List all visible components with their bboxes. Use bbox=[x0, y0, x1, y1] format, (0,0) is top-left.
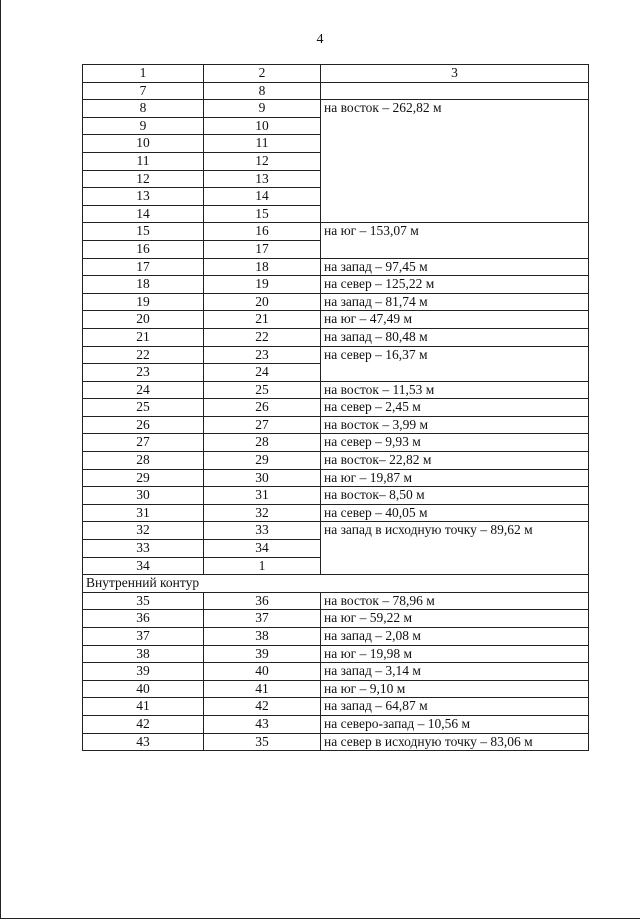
table-row bbox=[83, 663, 589, 681]
direction-distance-cell: на юг – 9,10 м bbox=[321, 680, 589, 698]
to-point-cell: 31 bbox=[204, 487, 321, 505]
direction-distance-cell: на юг – 153,07 м bbox=[321, 223, 589, 258]
direction-distance-cell: на северо-запад – 10,56 м bbox=[321, 715, 589, 733]
inner-contour-heading: Внутренний контур bbox=[83, 575, 589, 593]
from-point-cell: 26 bbox=[83, 416, 204, 434]
to-point-cell: 17 bbox=[204, 240, 321, 258]
from-point-cell: 41 bbox=[83, 698, 204, 716]
to-point-cell: 35 bbox=[204, 733, 321, 751]
direction-distance-cell: на восток – 262,82 м bbox=[321, 100, 589, 223]
to-point-cell: 15 bbox=[204, 205, 321, 223]
from-point-cell: 42 bbox=[83, 715, 204, 733]
from-point-cell: 18 bbox=[83, 276, 204, 294]
from-point-cell: 20 bbox=[83, 311, 204, 329]
table-row bbox=[83, 504, 589, 522]
table-row bbox=[83, 258, 589, 276]
from-point-cell: 9 bbox=[83, 117, 204, 135]
direction-distance-cell: на восток– 22,82 м bbox=[321, 452, 589, 470]
direction-distance-cell: на запад в исходную точку – 89,62 м bbox=[321, 522, 589, 575]
from-point-cell: 12 bbox=[83, 170, 204, 188]
to-point-cell: 38 bbox=[204, 628, 321, 646]
table-row bbox=[83, 293, 589, 311]
boundary-table-body bbox=[83, 65, 589, 751]
to-point-cell: 25 bbox=[204, 381, 321, 399]
from-point-cell: 24 bbox=[83, 381, 204, 399]
from-point-cell: 17 bbox=[83, 258, 204, 276]
table-row bbox=[83, 628, 589, 646]
to-point-cell: 39 bbox=[204, 645, 321, 663]
to-point-cell: 14 bbox=[204, 188, 321, 206]
from-point-cell: 37 bbox=[83, 628, 204, 646]
from-point-cell: 22 bbox=[83, 346, 204, 364]
direction-distance-cell: на запад – 64,87 м bbox=[321, 698, 589, 716]
to-point-cell: 42 bbox=[204, 698, 321, 716]
table-row bbox=[83, 100, 589, 118]
table-row bbox=[83, 399, 589, 417]
to-point-cell: 12 bbox=[204, 152, 321, 170]
table-row bbox=[83, 434, 589, 452]
from-point-cell: 29 bbox=[83, 469, 204, 487]
to-point-cell: 22 bbox=[204, 328, 321, 346]
from-point-cell: 40 bbox=[83, 680, 204, 698]
direction-distance-cell: на юг – 59,22 м bbox=[321, 610, 589, 628]
from-point-cell: 34 bbox=[83, 557, 204, 575]
from-point-cell: 13 bbox=[83, 188, 204, 206]
from-point-cell: 7 bbox=[83, 82, 204, 100]
to-point-cell: 27 bbox=[204, 416, 321, 434]
boundary-table bbox=[82, 64, 589, 751]
to-point-cell: 8 bbox=[204, 82, 321, 100]
to-point-cell: 36 bbox=[204, 592, 321, 610]
to-point-cell: 21 bbox=[204, 311, 321, 329]
table-row bbox=[83, 381, 589, 399]
table-row bbox=[83, 487, 589, 505]
from-point-cell: 31 bbox=[83, 504, 204, 522]
to-point-cell: 18 bbox=[204, 258, 321, 276]
page-edge-left bbox=[0, 0, 1, 919]
table-row bbox=[83, 680, 589, 698]
direction-distance-cell: на запад – 2,08 м bbox=[321, 628, 589, 646]
table-row bbox=[83, 733, 589, 751]
to-point-cell: 33 bbox=[204, 522, 321, 540]
direction-distance-cell bbox=[321, 82, 589, 100]
table-row bbox=[83, 452, 589, 470]
from-point-cell: 38 bbox=[83, 645, 204, 663]
to-point-cell: 29 bbox=[204, 452, 321, 470]
table-row bbox=[83, 522, 589, 540]
direction-distance-cell: на север – 125,22 м bbox=[321, 276, 589, 294]
to-point-cell: 9 bbox=[204, 100, 321, 118]
direction-distance-cell: на юг – 47,49 м bbox=[321, 311, 589, 329]
table-header-row bbox=[83, 65, 589, 83]
table-row bbox=[83, 82, 589, 100]
direction-distance-cell: на запад – 97,45 м bbox=[321, 258, 589, 276]
from-point-cell: 19 bbox=[83, 293, 204, 311]
to-point-cell: 10 bbox=[204, 117, 321, 135]
to-point-cell: 37 bbox=[204, 610, 321, 628]
from-point-cell: 33 bbox=[83, 540, 204, 558]
direction-distance-cell: на юг – 19,98 м bbox=[321, 645, 589, 663]
from-point-cell: 14 bbox=[83, 205, 204, 223]
direction-distance-cell: на восток– 8,50 м bbox=[321, 487, 589, 505]
from-point-cell: 36 bbox=[83, 610, 204, 628]
from-point-cell: 15 bbox=[83, 223, 204, 241]
table-row bbox=[83, 592, 589, 610]
from-point-cell: 35 bbox=[83, 592, 204, 610]
from-point-cell: 25 bbox=[83, 399, 204, 417]
direction-distance-cell: на запад – 80,48 м bbox=[321, 328, 589, 346]
to-point-cell: 19 bbox=[204, 276, 321, 294]
to-point-cell: 11 bbox=[204, 135, 321, 153]
from-point-cell: 10 bbox=[83, 135, 204, 153]
table-row bbox=[83, 328, 589, 346]
header-col-3: 3 bbox=[321, 65, 589, 83]
to-point-cell: 43 bbox=[204, 715, 321, 733]
header-col-1: 1 bbox=[83, 65, 204, 83]
to-point-cell: 30 bbox=[204, 469, 321, 487]
direction-distance-cell: на запад – 3,14 м bbox=[321, 663, 589, 681]
direction-distance-cell: на север – 40,05 м bbox=[321, 504, 589, 522]
from-point-cell: 43 bbox=[83, 733, 204, 751]
direction-distance-cell: на запад – 81,74 м bbox=[321, 293, 589, 311]
direction-distance-cell: на восток – 78,96 м bbox=[321, 592, 589, 610]
table-row bbox=[83, 276, 589, 294]
table-row bbox=[83, 311, 589, 329]
direction-distance-cell: на восток – 3,99 м bbox=[321, 416, 589, 434]
to-point-cell: 34 bbox=[204, 540, 321, 558]
from-point-cell: 16 bbox=[83, 240, 204, 258]
to-point-cell: 20 bbox=[204, 293, 321, 311]
table-row bbox=[83, 223, 589, 241]
section-row bbox=[83, 575, 589, 593]
direction-distance-cell: на юг – 19,87 м bbox=[321, 469, 589, 487]
to-point-cell: 28 bbox=[204, 434, 321, 452]
direction-distance-cell: на север в исходную точку – 83,06 м bbox=[321, 733, 589, 751]
from-point-cell: 39 bbox=[83, 663, 204, 681]
to-point-cell: 26 bbox=[204, 399, 321, 417]
to-point-cell: 41 bbox=[204, 680, 321, 698]
from-point-cell: 32 bbox=[83, 522, 204, 540]
to-point-cell: 40 bbox=[204, 663, 321, 681]
direction-distance-cell: на восток – 11,53 м bbox=[321, 381, 589, 399]
page-number: 4 bbox=[316, 32, 324, 47]
from-point-cell: 27 bbox=[83, 434, 204, 452]
to-point-cell: 24 bbox=[204, 364, 321, 382]
from-point-cell: 28 bbox=[83, 452, 204, 470]
to-point-cell: 23 bbox=[204, 346, 321, 364]
header-col-2: 2 bbox=[204, 65, 321, 83]
direction-distance-cell: на север – 2,45 м bbox=[321, 399, 589, 417]
table-row bbox=[83, 346, 589, 364]
to-point-cell: 32 bbox=[204, 504, 321, 522]
from-point-cell: 21 bbox=[83, 328, 204, 346]
table-row bbox=[83, 645, 589, 663]
direction-distance-cell: на север – 9,93 м bbox=[321, 434, 589, 452]
table-row bbox=[83, 469, 589, 487]
to-point-cell: 13 bbox=[204, 170, 321, 188]
from-point-cell: 11 bbox=[83, 152, 204, 170]
to-point-cell: 1 bbox=[204, 557, 321, 575]
from-point-cell: 30 bbox=[83, 487, 204, 505]
from-point-cell: 23 bbox=[83, 364, 204, 382]
table-row bbox=[83, 698, 589, 716]
table-row bbox=[83, 715, 589, 733]
table-row bbox=[83, 416, 589, 434]
to-point-cell: 16 bbox=[204, 223, 321, 241]
from-point-cell: 8 bbox=[83, 100, 204, 118]
direction-distance-cell: на север – 16,37 м bbox=[321, 346, 589, 381]
table-row bbox=[83, 610, 589, 628]
